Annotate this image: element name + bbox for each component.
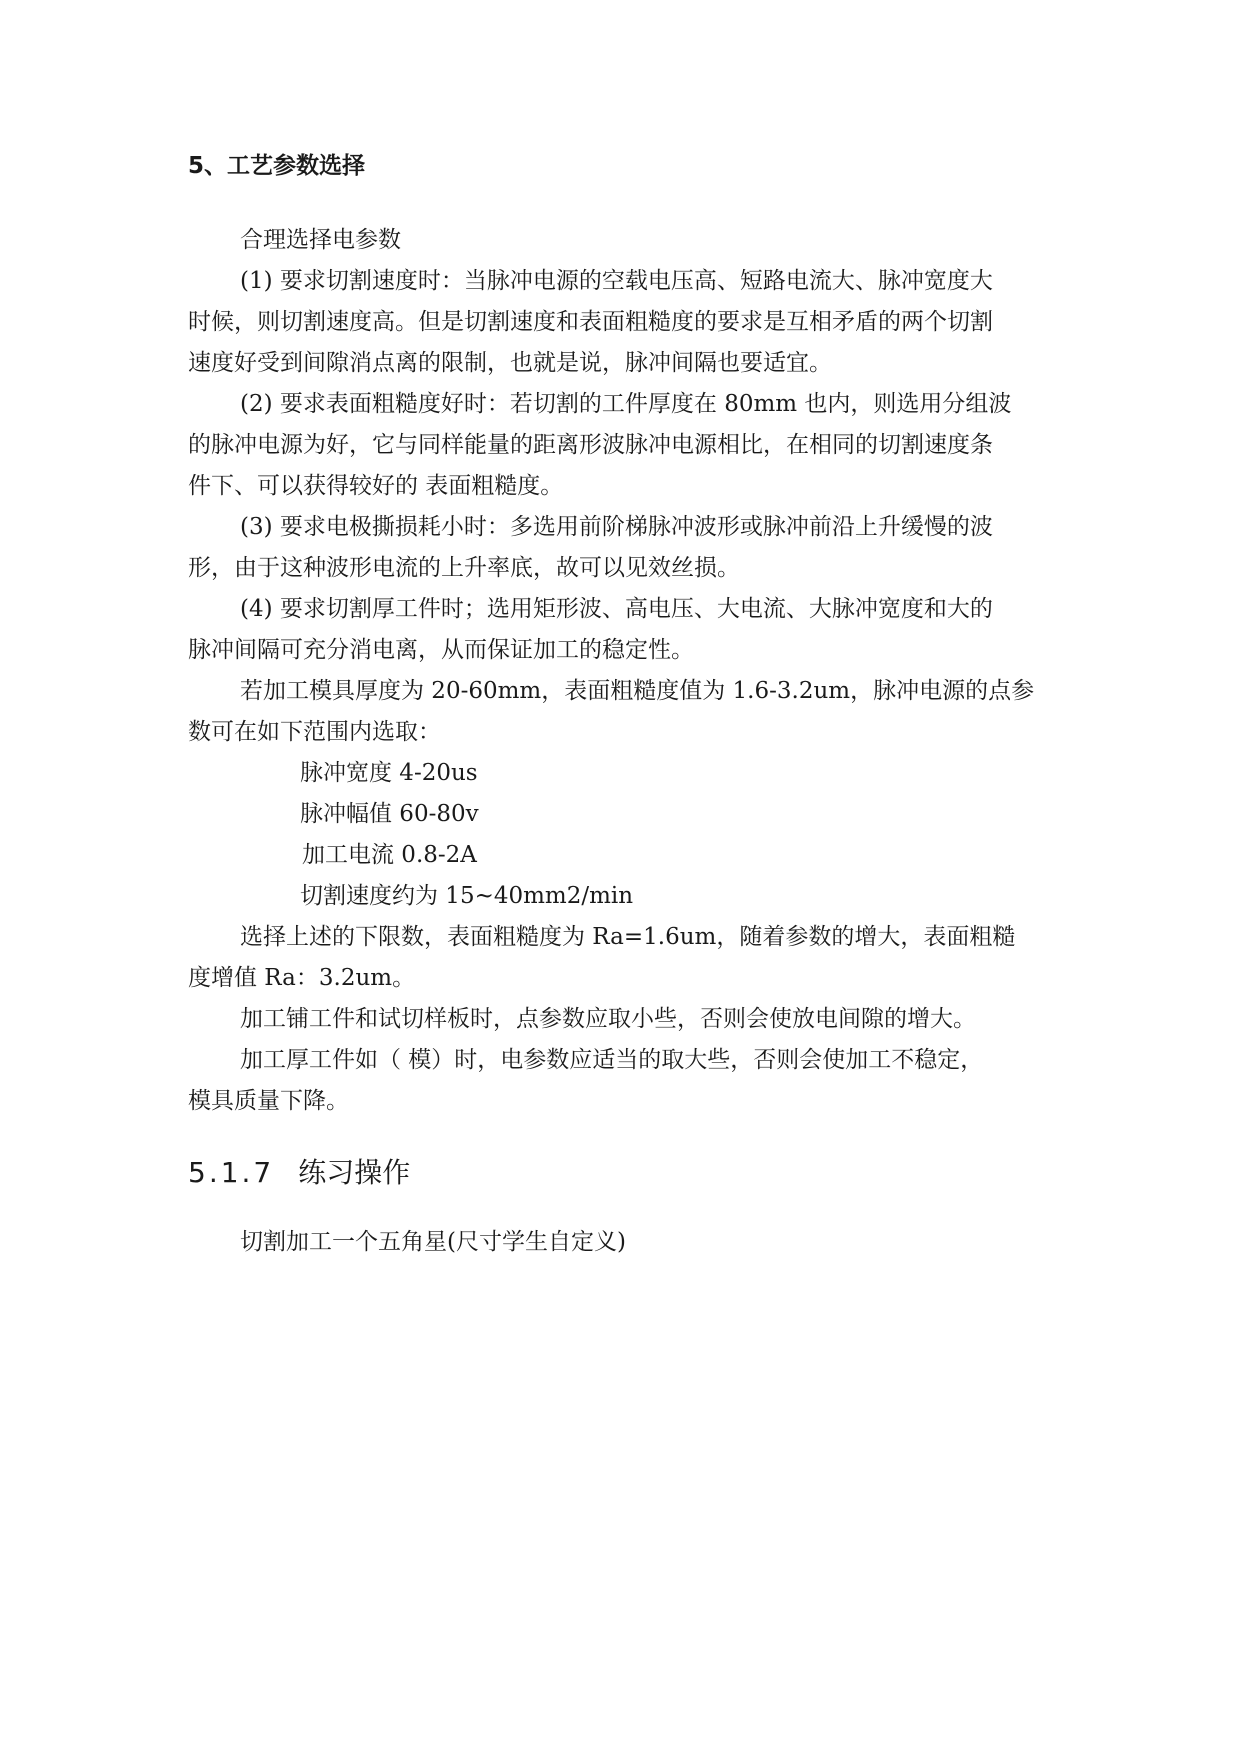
subsection-title: 练习操作 [298, 1156, 411, 1189]
thick-line-1: 加工厚工件如（ 模）时，电参数应适当的取大些，否则会使加工不稳定， [240, 1047, 984, 1073]
intro-paragraph: 合理选择电参数 [240, 227, 401, 253]
range-line-2: 数可在如下范围内选取： [188, 719, 441, 745]
lower-limit-line-2: 度增值 Ra：3.2um。 [188, 965, 416, 991]
section-body [188, 220, 1055, 1122]
item-4-line-1: (4) 要求切割厚工件时；选用矩形波、高电压、大电流、大脉冲宽度和大的 [240, 596, 993, 622]
thin-workpiece-paragraph: 加工铺工件和试切样板时，点参数应取小些，否则会使放电间隙的增大。 [240, 1006, 976, 1032]
item-4-paragraph [188, 589, 1055, 671]
item-1-line-3: 速度好受到间隙消点离的限制，也就是说，脉冲间隔也要适宜。 [188, 350, 832, 376]
param-cutting-speed: 切割速度约为 15~40mm2/min [300, 883, 634, 909]
item-3-line-1: (3) 要求电极撕损耗小时：多选用前阶梯脉冲波形或脉冲前沿上升缓慢的波 [240, 514, 993, 540]
item-2-line-3: 件下、可以获得较好的 表面粗糙度。 [188, 473, 564, 499]
lower-limit-paragraph [188, 917, 1055, 999]
item-1-line-1: (1) 要求切割速度时：当脉冲电源的空载电压高、短路电流大、脉冲宽度大 [240, 268, 993, 294]
exercise-text: 切割加工一个五角星(尺寸学生自定义) [240, 1229, 626, 1255]
thick-workpiece-paragraph [188, 1040, 1055, 1122]
param-pulse-amplitude: 脉冲幅值 60-80v [300, 801, 479, 827]
item-3-paragraph [188, 507, 1055, 589]
param-pulse-width: 脉冲宽度 4-20us [300, 760, 478, 786]
range-paragraph [188, 671, 1055, 753]
parameter-list [188, 753, 1055, 917]
subsection-heading [188, 1153, 410, 1193]
item-2-line-1: (2) 要求表面粗糙度好时：若切割的工件厚度在 80mm 也内，则选用分组波 [240, 391, 1012, 417]
item-4-line-2: 脉冲间隔可充分消电离，从而保证加工的稳定性。 [188, 637, 694, 663]
item-3-line-2: 形，由于这种波形电流的上升率底，故可以见效丝损。 [188, 555, 740, 581]
item-2-line-2: 的脉冲电源为好，它与同样能量的距离形波脉冲电源相比，在相同的切割速度条 [188, 432, 993, 458]
item-2-paragraph [188, 384, 1055, 507]
item-1-line-2: 时候，则切割速度高。但是切割速度和表面粗糙度的要求是互相矛盾的两个切割 [188, 309, 993, 335]
range-line-1: 若加工模具厚度为 20-60mm，表面粗糙度值为 1.6-3.2um，脉冲电源的点参 [240, 678, 1035, 704]
param-machining-current: 加工电流 0.8-2A [302, 842, 477, 868]
subsection-number: 5.1.7 [188, 1156, 275, 1189]
item-1-paragraph [188, 261, 1055, 384]
thick-line-2: 模具质量下降。 [188, 1088, 349, 1114]
lower-limit-line-1: 选择上述的下限数，表面粗糙度为 Ra=1.6um，随着参数的增大，表面粗糙 [240, 924, 1016, 950]
section-heading: 5、工艺参数选择 [188, 153, 366, 179]
